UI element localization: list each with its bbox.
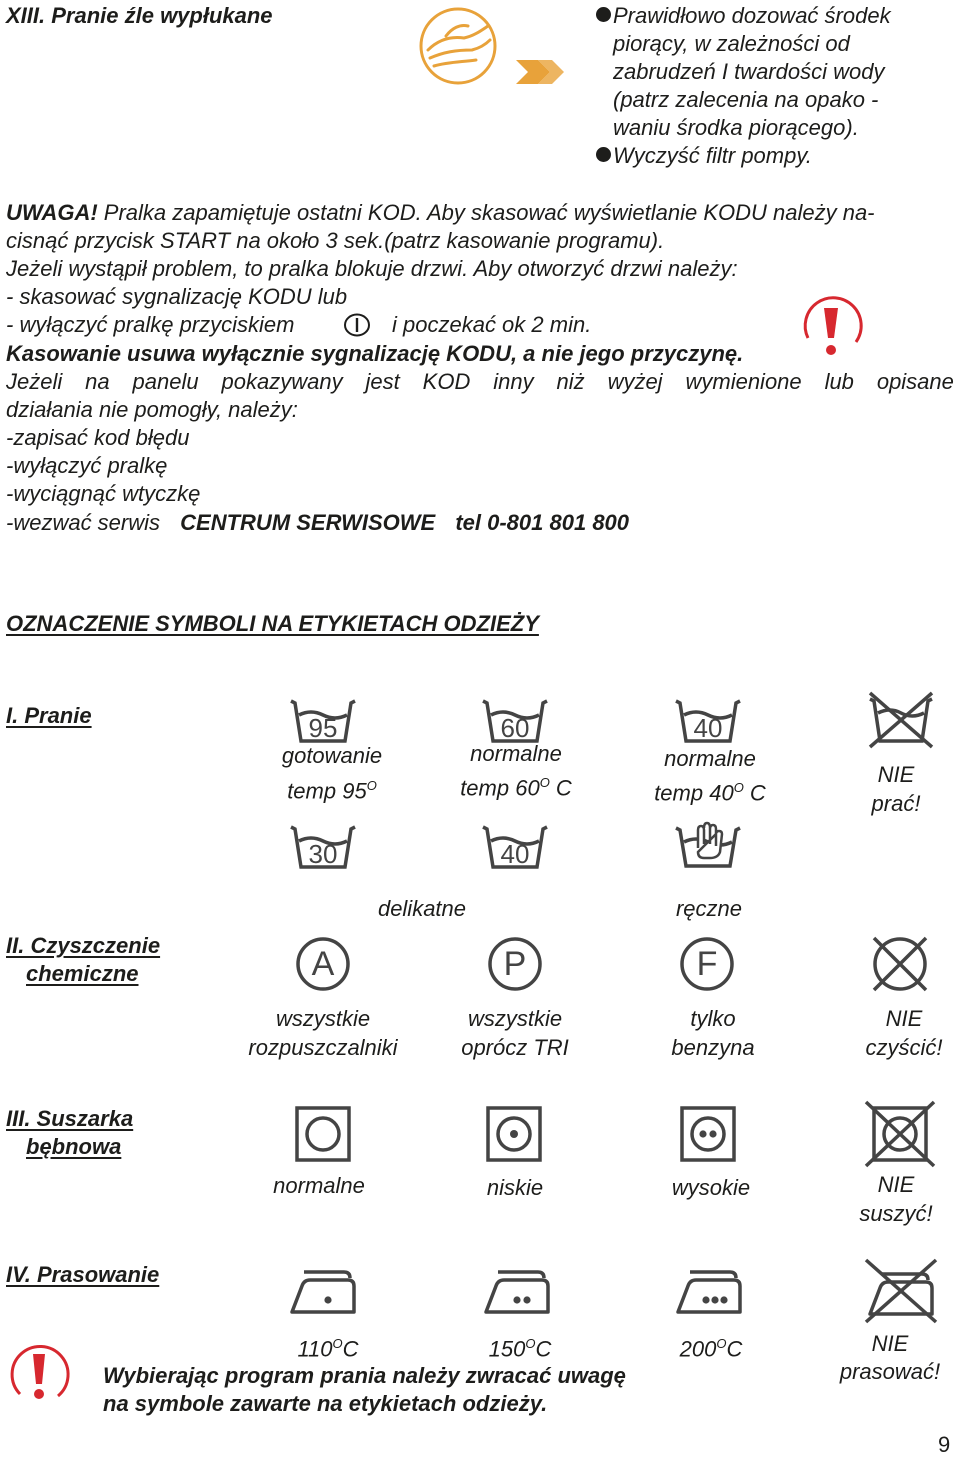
advice-line: Wyczyść filtr pompy. — [613, 143, 812, 168]
power-button-icon — [343, 313, 371, 337]
hand-icon — [416, 6, 500, 86]
wash-tub-icon — [481, 697, 549, 745]
section-title: XIII. Pranie źle wypłukane — [6, 3, 273, 28]
ironing-label: IV. Prasowanie — [6, 1262, 160, 1287]
unit: C — [342, 1336, 359, 1362]
crossed-out-icon — [862, 1098, 938, 1170]
degree-mark: O — [525, 1336, 536, 1351]
word: na — [85, 369, 110, 394]
drying-label-1: III. Suszarka — [6, 1106, 134, 1131]
hand-wash-label: ręczne — [675, 896, 743, 921]
letter: F — [696, 945, 718, 983]
page-number: 9 — [938, 1432, 951, 1457]
list-item: -zapisać kod błędu — [6, 425, 190, 450]
advice-line: waniu środka piorącego). — [613, 115, 859, 140]
dry-normal: normalne — [273, 1173, 365, 1198]
delicate-label: delikatne — [377, 896, 467, 921]
drycleaning-label-1: II. Czyszczenie — [6, 933, 161, 958]
wash-tub-icon — [481, 823, 549, 871]
degree-mark: O — [366, 778, 377, 793]
word: Jeżeli — [6, 369, 63, 394]
wash-95-name: gotowanie — [281, 743, 383, 768]
crossed-out-icon — [862, 1256, 940, 1326]
advice-list — [596, 2, 891, 170]
drycleaning-f-2: benzyna — [671, 1035, 755, 1060]
letter: P — [503, 945, 527, 983]
degree-mark: O — [332, 1336, 343, 1351]
dry-high: wysokie — [671, 1175, 751, 1200]
degree-mark: O — [733, 780, 744, 795]
iron-200 — [641, 1330, 781, 1363]
letter: A — [311, 945, 335, 983]
bullet-icon — [596, 7, 611, 22]
drycleaning-label-2 — [6, 960, 139, 988]
no-dryclean-2: czyścić! — [865, 1035, 943, 1060]
wash-temp-value: 95 — [308, 713, 338, 743]
advice-line: piorący, w zależności od — [613, 31, 850, 56]
footer-line-2: na symbole zawarte na etykietach odzieży. — [103, 1391, 548, 1416]
footer-line-1: Wybierając program prania należy zwracać uwagę — [103, 1363, 626, 1388]
degree-mark: O — [716, 1336, 727, 1351]
advice-line: zabrudzeń I twardości wody — [613, 59, 885, 84]
no-iron-1: NIE — [871, 1331, 909, 1356]
degree-mark: O — [539, 775, 550, 790]
word: jest — [365, 369, 400, 394]
note-line-1 — [6, 199, 875, 227]
advice-item-1 — [596, 2, 891, 142]
bullet-icon — [596, 147, 611, 162]
word: lub — [824, 369, 854, 394]
wash-temp-value: 40 — [693, 713, 723, 743]
wash-60-name: normalne — [470, 741, 562, 766]
temp-value: 150 — [488, 1336, 526, 1362]
word: wymienione — [685, 369, 802, 394]
wash-temp-value: 60 — [500, 713, 530, 743]
service-name: CENTRUM SERWISOWE — [180, 510, 436, 535]
word: KOD — [422, 369, 471, 394]
wash-tub-icon — [674, 697, 742, 745]
tumble-dry-low-icon — [486, 1106, 542, 1162]
uwaga-label: UWAGA! — [6, 200, 98, 225]
no-dry-1: NIE — [877, 1172, 915, 1197]
iron-110 — [258, 1330, 398, 1363]
word: wyżej — [607, 369, 663, 394]
service-phone: tel 0-801 801 800 — [455, 510, 630, 535]
wash-temp-value: 40 — [500, 839, 530, 869]
circle-letter-icon — [679, 936, 735, 992]
temp-text: temp 95 — [287, 778, 367, 804]
label-text: chemiczne — [26, 961, 139, 986]
wash-60-temp — [438, 769, 594, 802]
temp-text: temp 60 — [460, 775, 540, 801]
no-wash-1: NIE — [877, 762, 915, 787]
no-iron-2: prasować! — [839, 1359, 941, 1384]
exclamation-icon — [6, 1340, 70, 1406]
unit: C — [549, 775, 572, 801]
note-line-8: działania nie pomogły, należy: — [6, 397, 298, 422]
service-line — [6, 509, 629, 537]
crossed-out-icon — [866, 689, 936, 751]
no-dryclean-1: NIE — [885, 1006, 923, 1031]
iron-icon — [482, 1268, 554, 1316]
drycleaning-a-2: rozpuszczalniki — [248, 1035, 398, 1060]
washing-label: I. Pranie — [6, 703, 92, 728]
note-line-5a: - wyłączyć pralkę przyciskiem — [6, 312, 295, 337]
list-item: -wyłączyć pralkę — [6, 453, 168, 478]
warning-line: Kasowanie usuwa wyłącznie sygnalizację KODU, a nie jego przyczynę. — [6, 341, 744, 366]
drycleaning-p-2: oprócz TRI — [461, 1035, 569, 1060]
advice-line: (patrz zalecenia na opako - — [613, 87, 879, 112]
tumble-dry-icon — [295, 1106, 351, 1162]
wash-40-temp — [632, 774, 788, 807]
drycleaning-p-1: wszystkie — [467, 1006, 563, 1031]
word: inny — [493, 369, 534, 394]
note-line-2: cisnąć przycisk START na około 3 sek.(patrz kasowanie programu). — [6, 228, 665, 253]
note-text: Pralka zapamiętuje ostatni KOD. Aby skasować wyświetlanie KODU należy na- — [97, 200, 875, 225]
note-line-3: Jeżeli wystąpił problem, to pralka blokuje drzwi. Aby otworzyć drzwi należy: — [6, 256, 738, 281]
temp-value: 110 — [297, 1336, 333, 1362]
list-item: -wyciągnąć wtyczkę — [6, 481, 201, 506]
unit: C — [535, 1336, 552, 1362]
temp-text: temp 40 — [654, 780, 734, 806]
circle-letter-icon — [295, 936, 351, 992]
wash-tub-icon — [289, 697, 357, 745]
word: opisane — [876, 369, 954, 394]
service-prefix: -wezwać serwis — [6, 510, 161, 535]
wash-temp-value: 30 — [308, 839, 338, 869]
no-dry-2: suszyć! — [859, 1201, 933, 1226]
wash-tub-icon — [289, 823, 357, 871]
note-line-4: - skasować sygnalizację KODU lub — [6, 284, 348, 309]
note-line-7 — [6, 368, 954, 396]
drying-label-2 — [6, 1133, 121, 1161]
advice-item-2 — [596, 142, 891, 170]
wash-40-name: normalne — [664, 746, 756, 771]
hand-wash-icon — [674, 818, 742, 870]
note-line-5b: i poczekać ok 2 min. — [392, 312, 592, 337]
temp-value: 200 — [679, 1336, 717, 1362]
arrow-icon — [516, 60, 568, 84]
crossed-out-icon — [870, 935, 930, 993]
dry-low: niskie — [486, 1175, 544, 1200]
word: pokazywany — [221, 369, 343, 394]
iron-icon — [288, 1268, 360, 1316]
symbols-heading: OZNACZENIE SYMBOLI NA ETYKIETACH ODZIEŻY — [6, 611, 539, 636]
circle-letter-icon — [487, 936, 543, 992]
word: panelu — [132, 369, 199, 394]
wash-95-temp — [254, 772, 410, 805]
iron-icon — [674, 1268, 746, 1316]
drycleaning-f-1: tylko — [690, 1006, 736, 1031]
tumble-dry-high-icon — [680, 1106, 736, 1162]
drycleaning-a-1: wszystkie — [275, 1006, 371, 1031]
no-wash-2: prać! — [871, 791, 921, 816]
advice-line: Prawidłowo dozować środek — [613, 3, 891, 28]
label-text: bębnowa — [26, 1134, 122, 1159]
iron-150 — [450, 1330, 590, 1363]
exclamation-icon — [798, 298, 866, 360]
word: niż — [556, 369, 585, 394]
unit: C — [743, 780, 766, 806]
unit: C — [726, 1336, 743, 1362]
